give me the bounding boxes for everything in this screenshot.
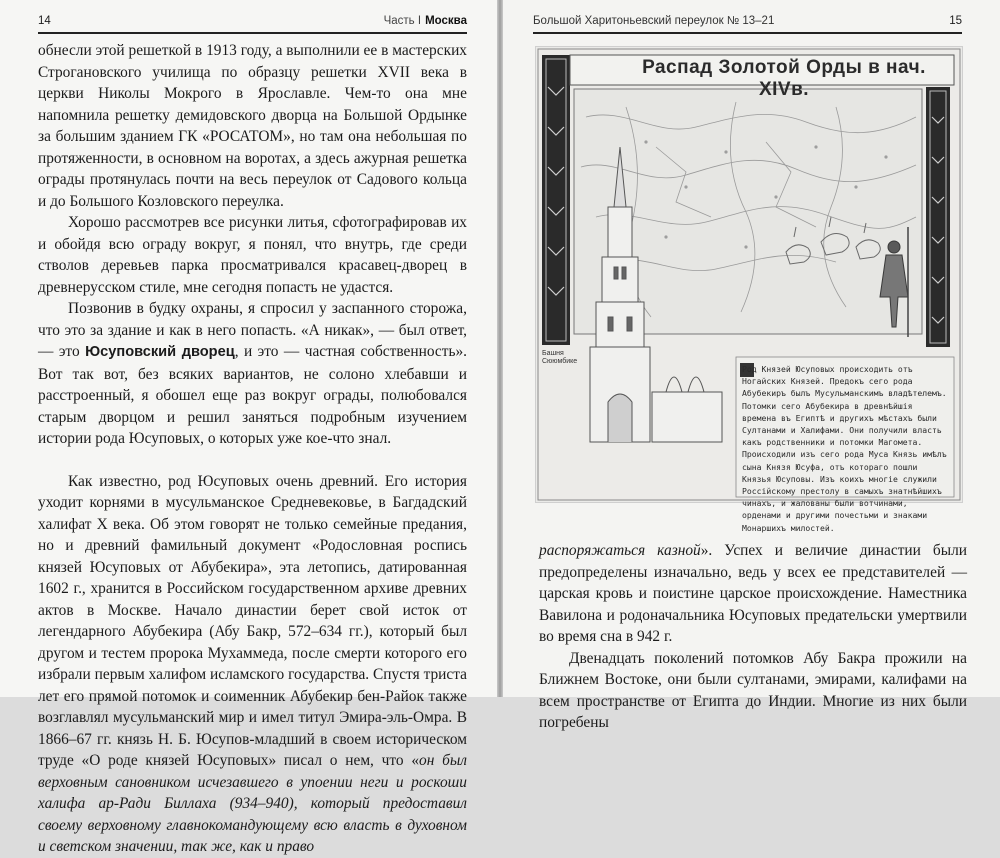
- paragraph: обнесли этой решеткой в 1913 году, а выполнили ее в мастерских Строгановского училища по образцу решетки XVII века в церкви Николы Мокрого в Ярославле. Чем-то она мне напомнила решетку демидовского дворца на Большой Ордынке за большим зданием ГК «РОСАТОМ», но там она небольшая по протяженности, в основном на воротах, а здесь ажурная решетка ограды протянулась почти на весь переулок от Садового кольца и до Большого Козловского переулка.: [38, 42, 467, 210]
- paragraph-text: Как известно, род Юсуповых очень древний. Его история уходит корнями в мусульманское Средневековье, в Багдадский халифат X века. Об этом говорят не только семейные предания, но и древний фамильный документ «Родословная роспись князей Юсуповых от Абубекира», эта летопись, датированная 1602 г., хранится в Российском государственном архиве древних актов в Москве. Начало династии берет свой исток от легендарного Абубекира (Абу Бакр, 572–634 гг.), который был другом и тестем пророка Мухаммеда, после смерти которого его избрали первым халифом исламского государства. Спустя триста лет его прямой потомок и соименник Абубекир бен-Райок также возглавлял мусульманский мир и имел титул Эмира-эль-Омра. В 1866–67 гг. князь Н. Б. Юсупов-младший в своем историческом труде «О роде князей Юсуповых» писал о нем, что «: [38, 472, 467, 769]
- header-rule: [38, 32, 467, 34]
- section-label: Москва: [425, 15, 467, 27]
- quoted-text: распоряжаться казной: [539, 542, 701, 559]
- running-title: Большой Харитоньевский переулок № 13–21: [533, 15, 775, 27]
- part-label: Часть I: [383, 15, 422, 27]
- part-title: [384, 10, 467, 32]
- left-page: [0, 0, 497, 855]
- tower-label: Башня Сююмбике: [542, 350, 578, 365]
- header-rule: [533, 32, 962, 34]
- bold-term: Юсуповский дворец: [85, 344, 235, 360]
- map-title: Распад Золотой Орды в нач. XIVв.: [642, 57, 926, 100]
- quoted-text: он был верховным сановником исчезавшего в упоении неги и роскоши халифа ар-Ради Биллаха (934–940), который предоставил своему верховному главнокомандующему всю власть в духовном и светском значении, так же, как и право: [38, 752, 467, 855]
- paragraph-text: , и это — частная собственность». Вот так вот, без всяких вариантов, не солоно хлебавши и расстроенный, я обошел еще раз вокруг ограды, полюбовался старым дворцом и решил заняться подробным изучением истории рода Юсуповых, о которых уже кое-что знал.: [38, 343, 468, 447]
- paragraph-text: Позвонив в будку охраны, я спросил у заспанного сторожа, что это за здание и как в него попасть. «А никак», — был ответ, — это: [38, 300, 467, 360]
- page-number-left: 14: [38, 15, 51, 27]
- right-body-text: [539, 540, 967, 734]
- paragraph: Двенадцать поколений потомков Абу Бакра прожили на Ближнем Востоке, они были султанами, эмирами, калифами на всем пространстве от Египта до Индии. Многие из них были погребены: [539, 649, 967, 731]
- map-caption: Род Князей Юсуповых происходить отъ Ногайских Князей. Предокъ сего рода Абубекиръ былъ Мусульманскимъ владѣтелемъ. Потомки сего Абубекира в древнѣйшія времена въ Египтѣ и другихъ мѣстахъ были Султанами и Халифами. Они получили власть какъ родственники и потомки Магомета. Происходили изъ сего рода Муса Князь имѣлъ сына Князя Юсуфа, отъ котораго пошли Князья Юсуповы. Изъ коихъ многіе служили Россійскому престолу в самыхъ знатнѣйшихъ чинахъ, и жалованы были вотчинами, орденами и другими почестьми и знаками Монаршихъ милостей.: [742, 364, 947, 533]
- running-head-right: [533, 10, 962, 32]
- paragraph: [38, 471, 467, 858]
- left-body-text: [38, 40, 467, 858]
- right-page: [503, 0, 1000, 731]
- paragraph: [539, 540, 967, 648]
- paragraph-text: ». Успех и величие династии были предопределены изначально, ведь у всех ее представителей — царская кровь и поистине царское происхождение. Наместника Вавилона и родоначальника Юсуповых предательски умертвили во время сна в 942 г.: [539, 542, 967, 645]
- paragraph: [38, 298, 467, 450]
- paragraph: Хорошо рассмотрев все рисунки литья, сфотографировав их и обойдя всю ограду вокруг, я понял, что внутрь, где среди стволов деревьев парка просматривался красавец-дворец в древнерусском стиле, мне сегодня попасть не удастся.: [38, 214, 467, 296]
- running-head-left: [38, 10, 467, 32]
- map-illustration: [535, 46, 963, 533]
- page-number-right: 15: [949, 15, 962, 27]
